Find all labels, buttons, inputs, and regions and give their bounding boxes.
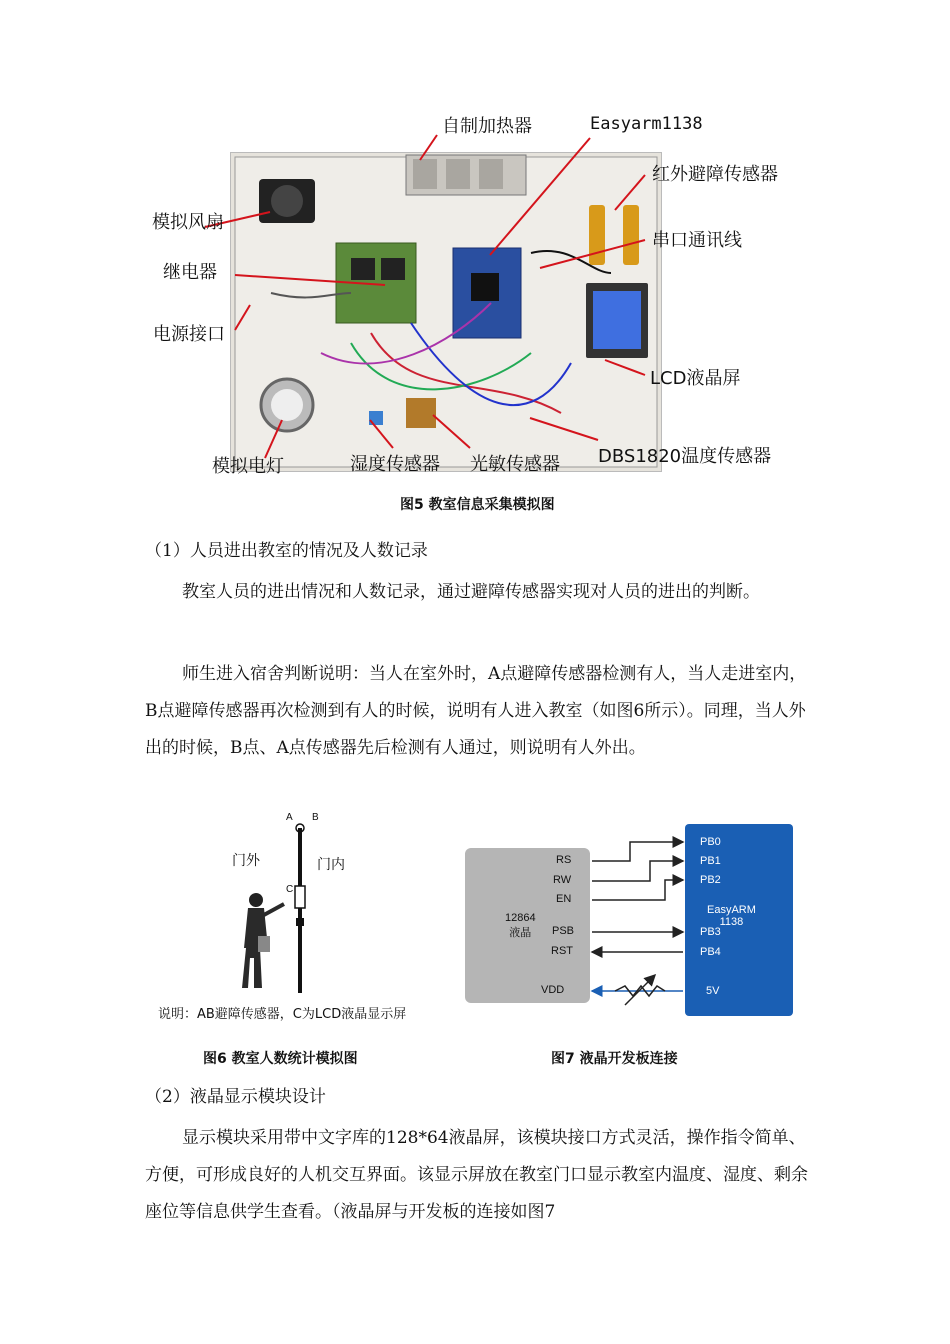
figure7-caption: 图7 液晶开发板连接 (551, 1051, 678, 1067)
label-light: 光敏传感器 (470, 454, 560, 475)
figure6-diagram (150, 808, 430, 1028)
fig7-board-label: EasyARM 1138 (707, 904, 756, 928)
fig7-pin-5v: 5V (706, 985, 720, 997)
fig7-pin-pb0: PB0 (700, 836, 721, 848)
label-serial: 串口通讯线 (652, 230, 742, 251)
label-ir-sensor: 红外避障传感器 (652, 164, 778, 185)
fig7-pin-rs: RS (556, 854, 572, 866)
label-easyarm: Easyarm1138 (590, 114, 703, 134)
fig6-label-b: B (312, 812, 319, 823)
section1-para1: 教室人员的进出情况和人数记录，通过避障传感器实现对人员的进出的判断。 (182, 582, 760, 602)
label-lamp: 模拟电灯 (212, 456, 284, 477)
section2-heading: （2）液晶显示模块设计 (145, 1087, 326, 1107)
figure6-illustration (150, 808, 430, 1028)
label-temp: DBS1820温度传感器 (598, 446, 772, 467)
fig6-note: 说明：AB避障传感器，C为LCD液晶显示屏 (158, 1007, 407, 1022)
label-power: 电源接口 (153, 324, 225, 345)
section1-para2: 师生进入宿舍判断说明：当人在室外时，A点避障传感器检测有人，当人走进室内，B点避障传感器再次检测到有人的时候，说明有人进入教室（如图6所示）。同理，当人外出的时候，B点、A点传感器先后检测有人通过，则说明有人外出。 (145, 664, 807, 758)
fig7-pin-pb4: PB4 (700, 946, 721, 958)
fig7-pin-pb3: PB3 (700, 926, 721, 938)
fig7-pin-en: EN (556, 893, 572, 905)
label-fan: 模拟风扇 (152, 212, 224, 233)
figure5-callout-lines (0, 0, 950, 490)
fig6-label-a: A (286, 812, 293, 823)
fig7-lcd-label: 12864 液晶 (505, 912, 536, 939)
figure5-caption: 图5 教室信息采集模拟图 (400, 497, 555, 513)
fig7-pin-pb2: PB2 (700, 874, 721, 886)
fig6-outside: 门外 (232, 853, 260, 869)
section2-para1: 显示模块采用带中文字库的128*64液晶屏，该模块接口方式灵活，操作指令简单、方便，可形成良好的人机交互界面。该显示屏放在教室门口显示教室内温度、湿度、剩余座位等信息供学生查看。（液晶屏与开发板的连接如图7 (145, 1128, 808, 1222)
fig7-pin-rst: RST (551, 945, 573, 957)
section1-heading: （1）人员进出教室的情况及人数记录 (145, 541, 428, 561)
fig7-pin-vdd: VDD (541, 984, 565, 996)
label-heater: 自制加热器 (442, 116, 532, 137)
fig6-label-c: C (286, 884, 294, 895)
fig6-inside: 门内 (317, 857, 345, 873)
figure6-caption: 图6 教室人数统计模拟图 (203, 1051, 358, 1067)
label-relay: 继电器 (163, 262, 217, 283)
fig7-pin-pb1: PB1 (700, 855, 721, 867)
fig7-pin-psb: PSB (552, 925, 575, 937)
fig7-pin-rw: RW (553, 874, 572, 886)
label-humidity: 湿度传感器 (350, 454, 440, 475)
label-lcd: LCD液晶屏 (650, 368, 741, 389)
